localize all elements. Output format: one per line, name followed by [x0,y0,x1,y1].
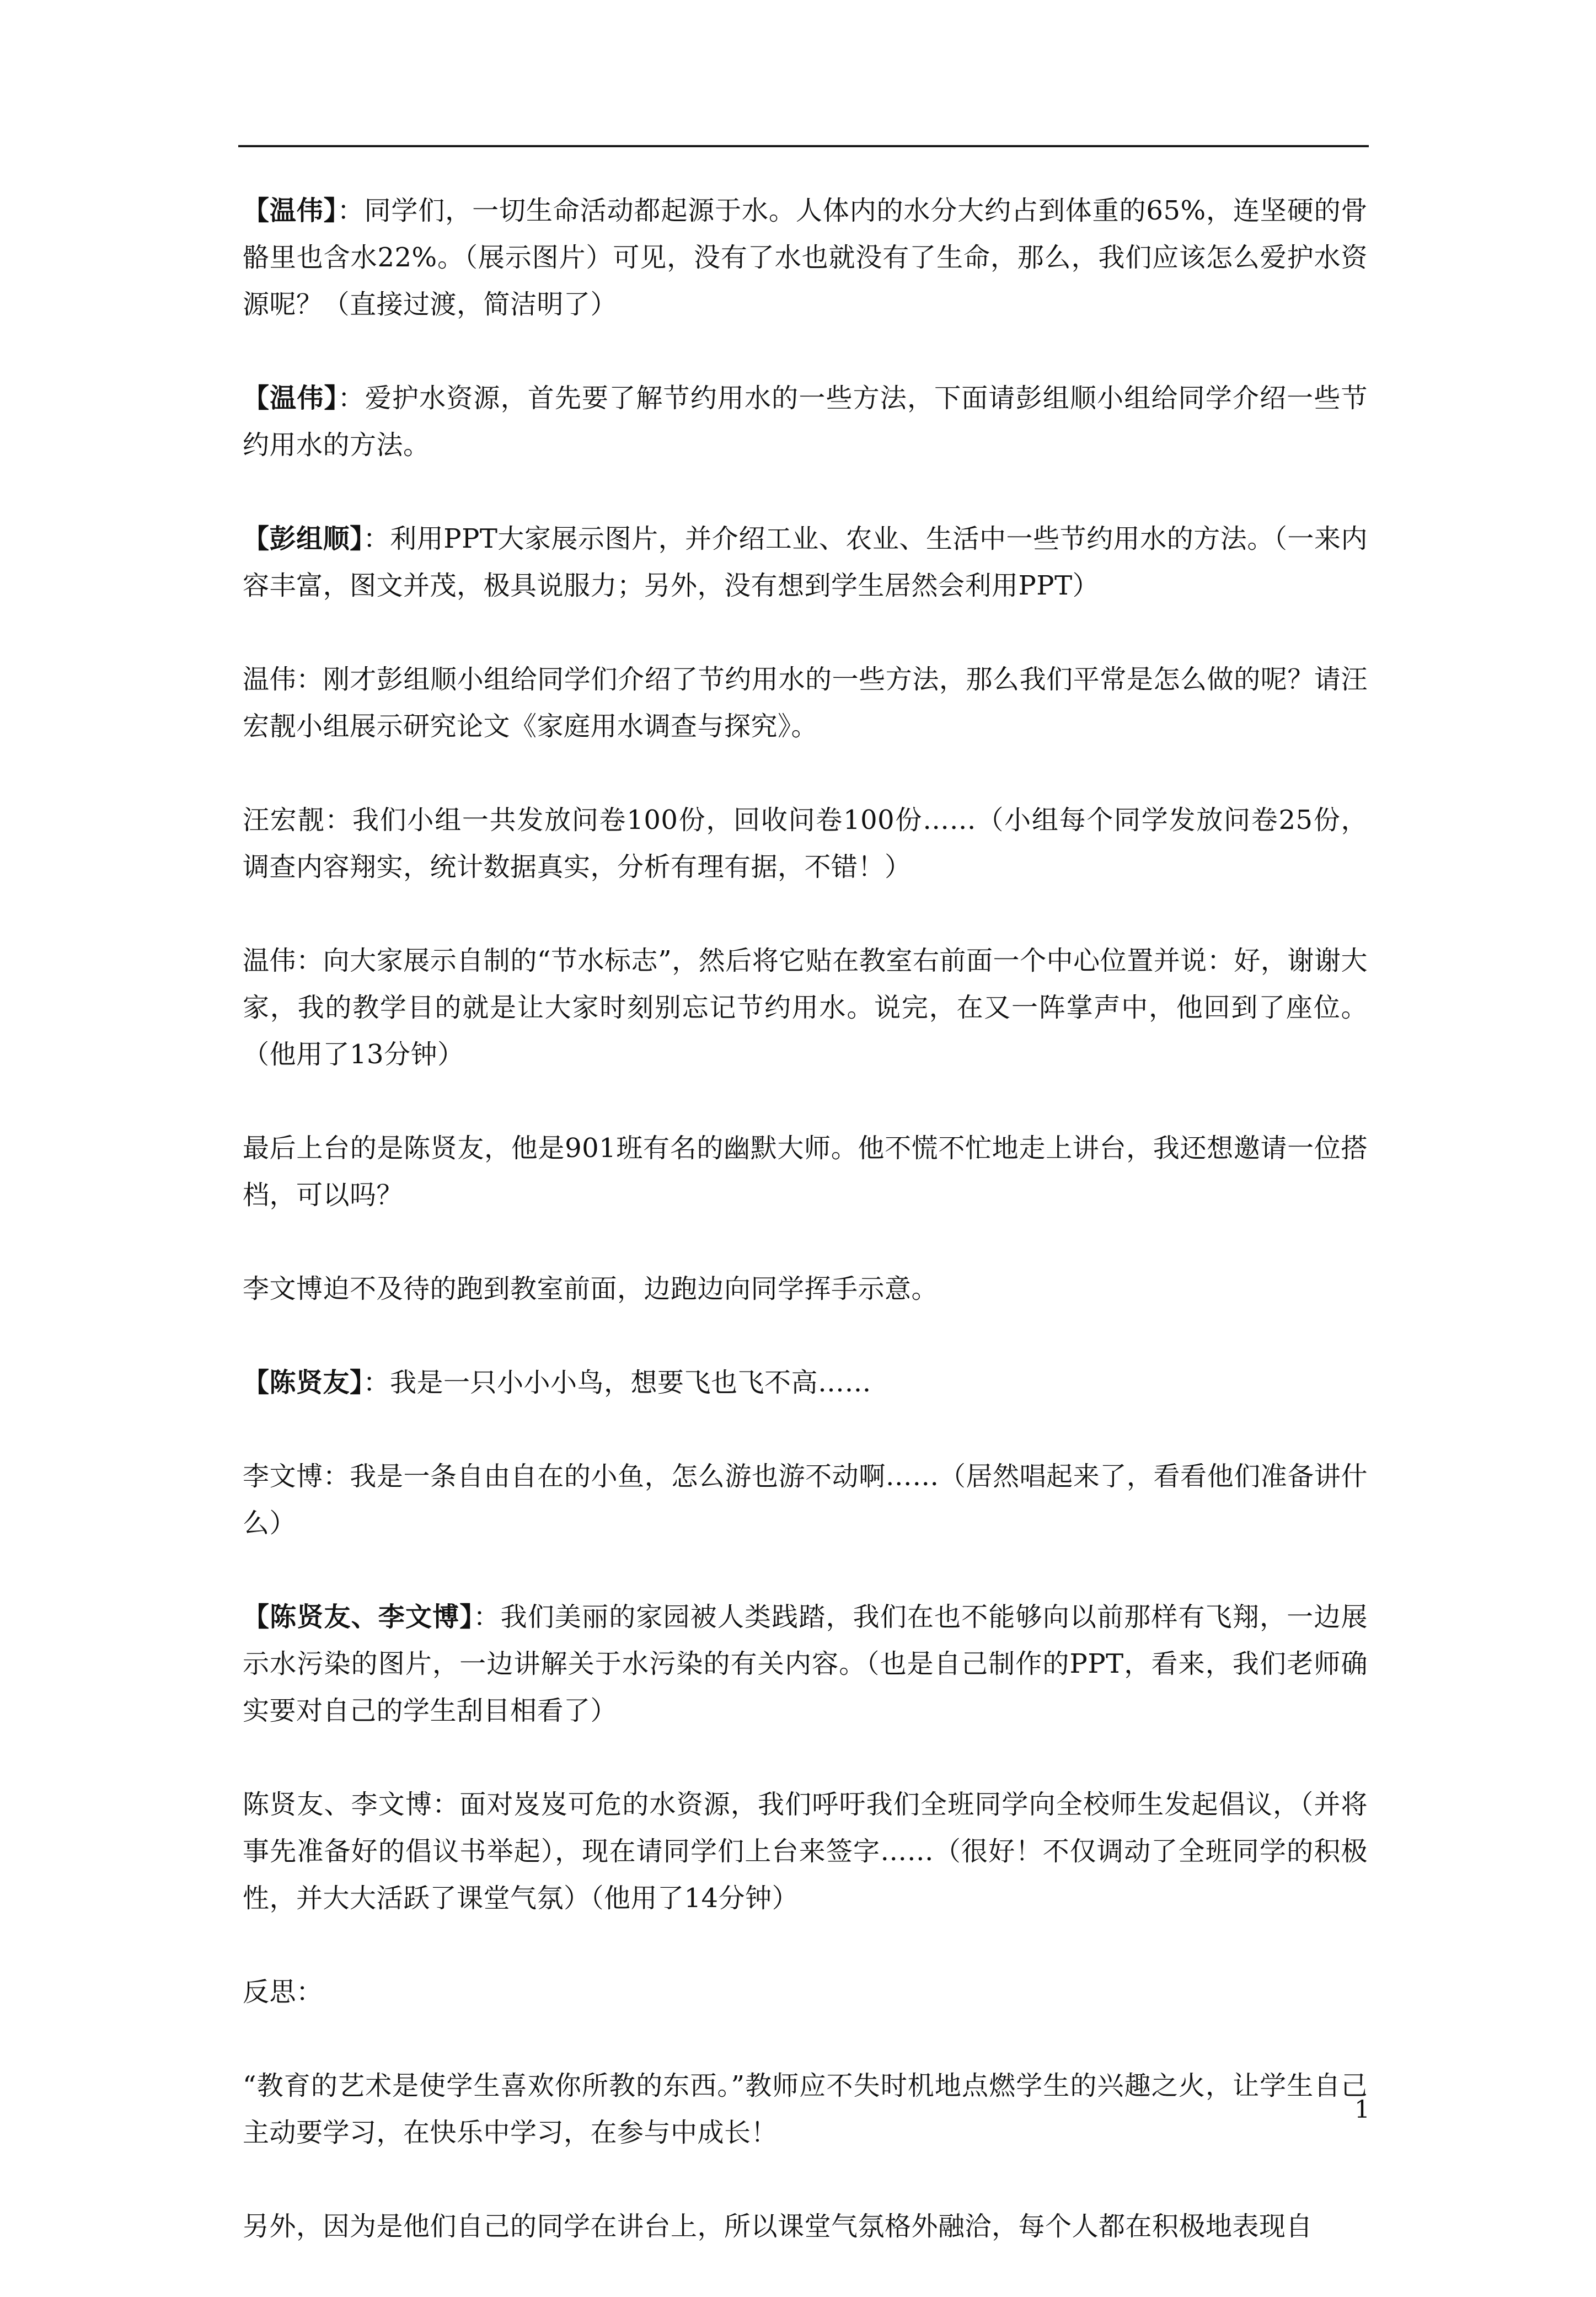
paragraph-text: ：我们美丽的家园被人类践踏，我们在也不能够向以前那样有飞翔，一边展示水污染的图片，一边讲解关于水污染的有关内容。（也是自己制作的PPT，看来，我们老师确实要对自己的学生刮目相看了） [243,1602,1368,1726]
paragraph-text: 汪宏靓：我们小组一共发放问卷100份，回收问卷100份……（小组每个同学发放问卷25份，调查内容翔实，统计数据真实，分析有理有据，不错！） [243,805,1368,882]
paragraph-text: ：利用PPT大家展示图片，并介绍工业、农业、生活中一些节约用水的方法。（一来内容丰富，图文并茂，极具说服力；另外，没有想到学生居然会利用PPT） [243,523,1368,601]
paragraph-15 [243,2203,1368,2250]
paragraph-7 [243,1125,1368,1219]
paragraph-6 [243,938,1368,1078]
paragraph-text: “教育的艺术是使学生喜欢你所教的东西。”教师应不失时机地点燃学生的兴趣之火，让学生自己主动要学习，在快乐中学习，在参与中成长！ [243,2070,1368,2148]
header-rule [238,145,1369,147]
speaker-label: 【温伟】 [243,383,338,414]
paragraph-text: 最后上台的是陈贤友，他是901班有名的幽默大师。他不慌不忙地走上讲台，我还想邀请一位搭档，可以吗？ [243,1133,1368,1211]
document-body [243,188,1368,2297]
paragraph-9 [243,1359,1368,1406]
paragraph-11 [243,1594,1368,1734]
speaker-label: 【彭组顺】 [243,523,363,554]
paragraph-text: 陈贤友、李文博：面对岌岌可危的水资源，我们呼吁我们全班同学向全校师生发起倡议，（并将事先准备好的倡议书举起），现在请同学们上台来签字……（很好！不仅调动了全班同学的积极性，并大大活跃了课堂气氛）（他用了14分钟） [243,1789,1368,1914]
paragraph-4 [243,656,1368,750]
speaker-label: 【陈贤友】 [243,1367,363,1398]
paragraph-2 [243,375,1368,469]
paragraph-text: 另外，因为是他们自己的同学在讲台上，所以课堂气氛格外融洽，每个人都在积极地表现自 [243,2211,1313,2242]
speaker-label: 【陈贤友、李文博】 [243,1602,474,1632]
paragraph-14 [243,2063,1368,2156]
paragraph-text: 反思： [243,1977,323,2007]
paragraph-text: ：我是一只小小小鸟，想要飞也飞不高…… [363,1367,872,1398]
paragraph-5 [243,797,1368,891]
paragraph-text: 李文博迫不及待的跑到教室前面，边跑边向同学挥手示意。 [243,1273,939,1304]
paragraph-text: ：爱护水资源，首先要了解节约用水的一些方法，下面请彭组顺小组给同学介绍一些节约用水的方法。 [243,383,1368,461]
speaker-label: 【温伟】 [243,195,338,226]
paragraph-1 [243,188,1368,328]
paragraph-3 [243,516,1368,609]
page-number: 1 [1354,2096,1370,2124]
paragraph-12 [243,1781,1368,1922]
paragraph-10 [243,1453,1368,1547]
paragraph-text: 李文博：我是一条自由自在的小鱼，怎么游也游不动啊……（居然唱起来了，看看他们准备讲什么） [243,1461,1368,1539]
paragraph-13 [243,1969,1368,2016]
paragraph-8 [243,1266,1368,1313]
paragraph-text: 温伟：向大家展示自制的“节水标志”，然后将它贴在教室右前面一个中心位置并说：好，谢谢大家，我的教学目的就是让大家时刻别忘记节约用水。说完，在又一阵掌声中，他回到了座位。（他用了13分钟） [243,945,1368,1070]
paragraph-text: ：同学们，一切生命活动都起源于水。人体内的水分大约占到体重的65%，连坚硬的骨骼里也含水22%。（展示图片）可见，没有了水也就没有了生命，那么，我们应该怎么爱护水资源呢？（直接过渡，简洁明了） [243,195,1368,320]
paragraph-text: 温伟：刚才彭组顺小组给同学们介绍了节约用水的一些方法，那么我们平常是怎么做的呢？请汪宏靓小组展示研究论文《家庭用水调查与探究》。 [243,664,1368,742]
